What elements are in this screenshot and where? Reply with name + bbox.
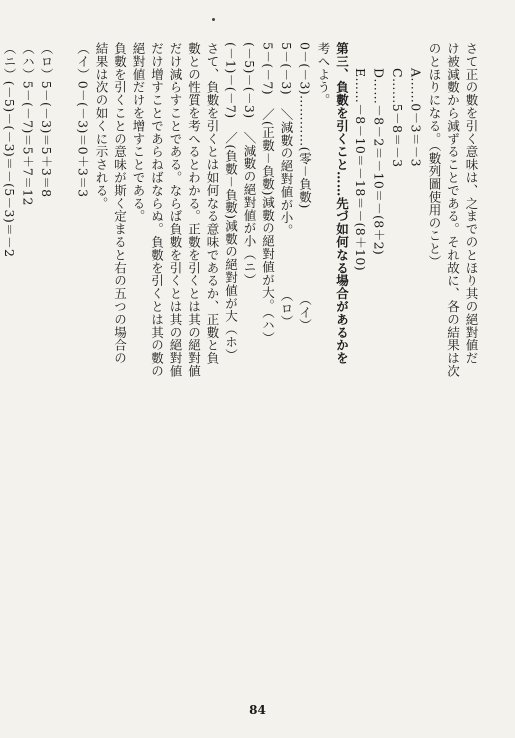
- text-line: A……0－3＝－3: [408, 68, 424, 167]
- text-line: 5－(－3) ＼減數の絕對値が小。 （ロ）: [279, 42, 294, 328]
- text-line: (－1)－(－7) ／(負數－負數)減數の絕對値が大（ホ）: [223, 42, 239, 362]
- text-line: （イ）0－(－3)＝0＋3＝3: [75, 42, 91, 198]
- text-line: （ニ）(－5)－(－3)＝－(5－3)＝－2: [2, 42, 17, 258]
- text-line: だけ減らすことである。ならば負數を引くとは其の絕對値: [168, 42, 183, 378]
- text-line: だけ增すことであらねばならぬ。負數を引くとは其の數の: [149, 42, 165, 378]
- text-line: 5－(－7) ／(正數－負數)減數の絕對値が大。（ハ）: [260, 42, 276, 345]
- text-line: さて正の數を引く意味は、之までのとほり其の絕對値だ: [464, 42, 479, 365]
- text-line: （ロ）5－(－3)＝5＋3＝8: [39, 42, 54, 198]
- text-line: E……－8－10＝－18＝－(8＋10): [353, 68, 368, 272]
- page-number: 84: [249, 703, 266, 717]
- text-line: 0－(－3)…………(零－負數) （イ）: [297, 42, 313, 332]
- vertical-text-body: [2, 42, 480, 692]
- text-line: 結果は次の如くに示される。: [94, 42, 109, 210]
- text-line: 負數を引くことの意味が斯く定まると右の五つの場合の: [112, 42, 128, 365]
- text-line: のとほりになる。（數列圖使用のこと）: [427, 42, 442, 268]
- text-line: 數との性質を考へるとわかる。正數を引くとは其の絕對値: [186, 42, 202, 378]
- text-line: D……－8－2＝－10＝－(8＋2): [371, 68, 387, 256]
- text-line: 考へよう。: [316, 42, 331, 107]
- text-line: け被減數から減ずることである。それ故に、各の結果は次: [445, 42, 461, 378]
- text-line: (－5)－(－3) ＼減數の絕對値が小（ニ）: [242, 42, 257, 287]
- text-line: 絕對値だけを增すことである。: [131, 42, 146, 223]
- speck-mark: [212, 18, 215, 21]
- text-line: （ハ）5－(－7)＝5＋7＝12: [20, 42, 36, 206]
- text-line: さて、負數を引くとは如何なる意味であるか、正數と負: [205, 42, 220, 365]
- text-line: C……5－8＝－3: [390, 68, 405, 168]
- section-heading: 第三、負數を引くこと……先づ如何なる場合があるかを: [334, 42, 350, 365]
